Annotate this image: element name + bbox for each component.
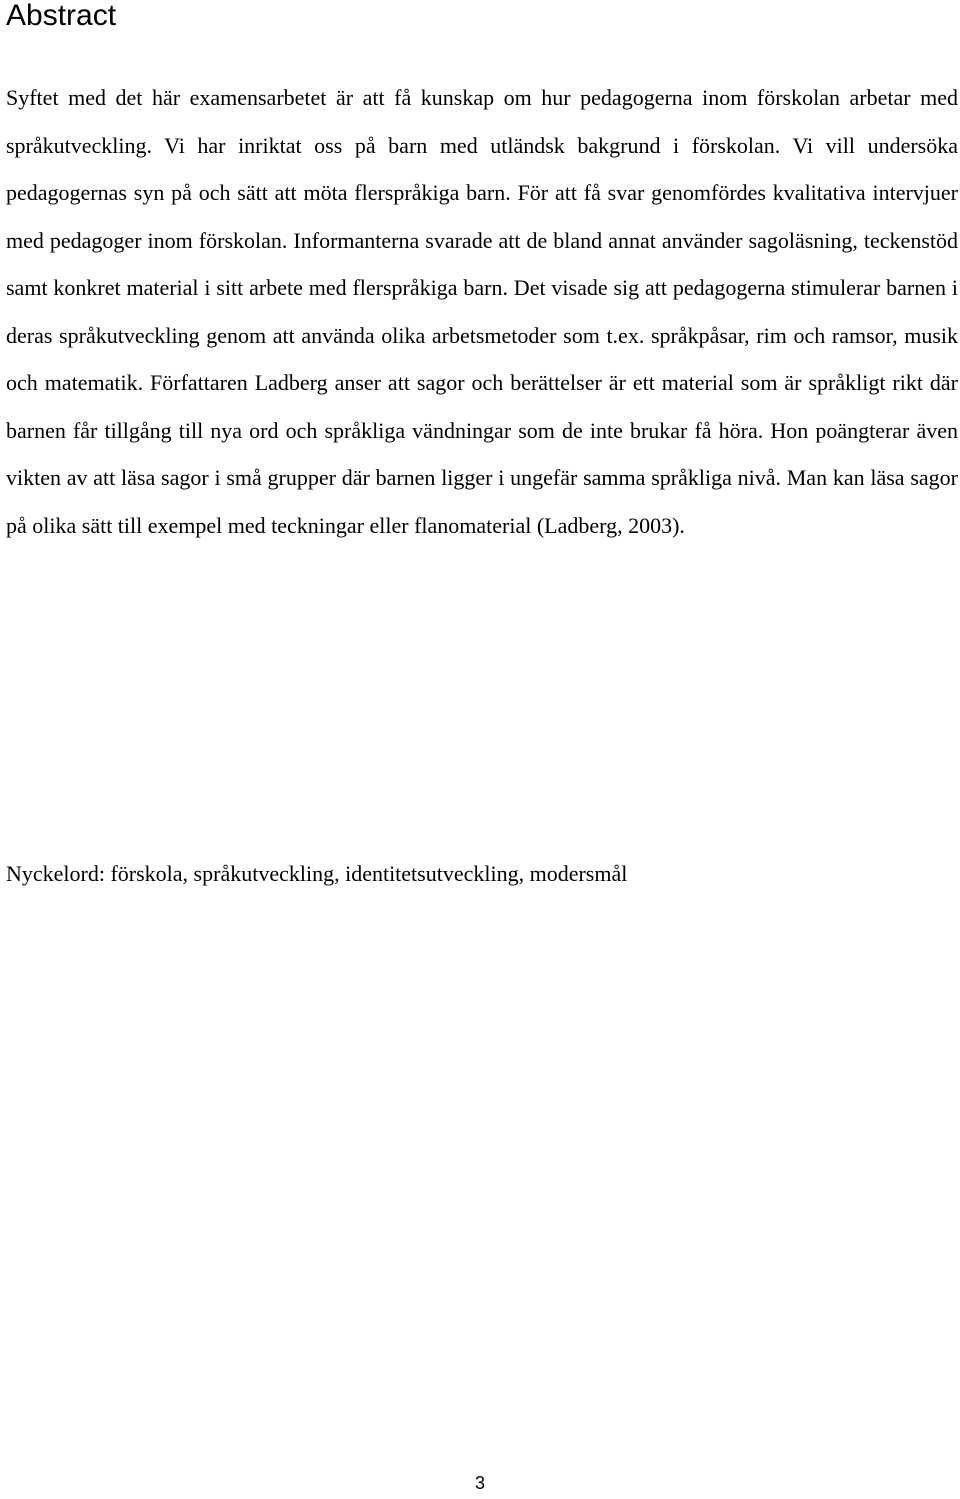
- abstract-heading: Abstract: [6, 0, 117, 32]
- abstract-paragraph: Syftet med det här examensarbetet är att få kunskap om hur pedagogerna inom förskolan arbetar med språkutveckling. Vi har inriktat oss på barn med utländsk bakgrund i förskolan. Vi vill undersöka pedagogernas syn på och sätt att möta flerspråkiga barn. För att få svar genomfördes kvalitativa intervjuer med pedagoger inom förskolan. Informanterna svarade att de bland annat använder sagoläsning, teckenstöd samt konkret material i sitt arbete med flerspråkiga barn. Det visade sig att pedagogerna stimulerar barnen i deras språkutveckling genom att använda olika arbetsmetoder som t.ex. språkpåsar, rim och ramsor, musik och matematik. Författaren Ladberg anser att sagor och berättelser är ett material som är språkligt rikt där barnen får tillgång till nya ord och språkliga vändningar som de inte brukar få höra. Hon poängterar även vikten av att läsa sagor i små grupper där barnen ligger i ungefär samma språkliga nivå. Man kan läsa sagor på olika sätt till exempel med teckningar eller flanomaterial (Ladberg, 2003).: [6, 85, 958, 538]
- keywords-line: Nyckelord: förskola, språkutveckling, identitetsutveckling, modersmål: [6, 861, 628, 886]
- page-number: 3: [474, 1473, 485, 1493]
